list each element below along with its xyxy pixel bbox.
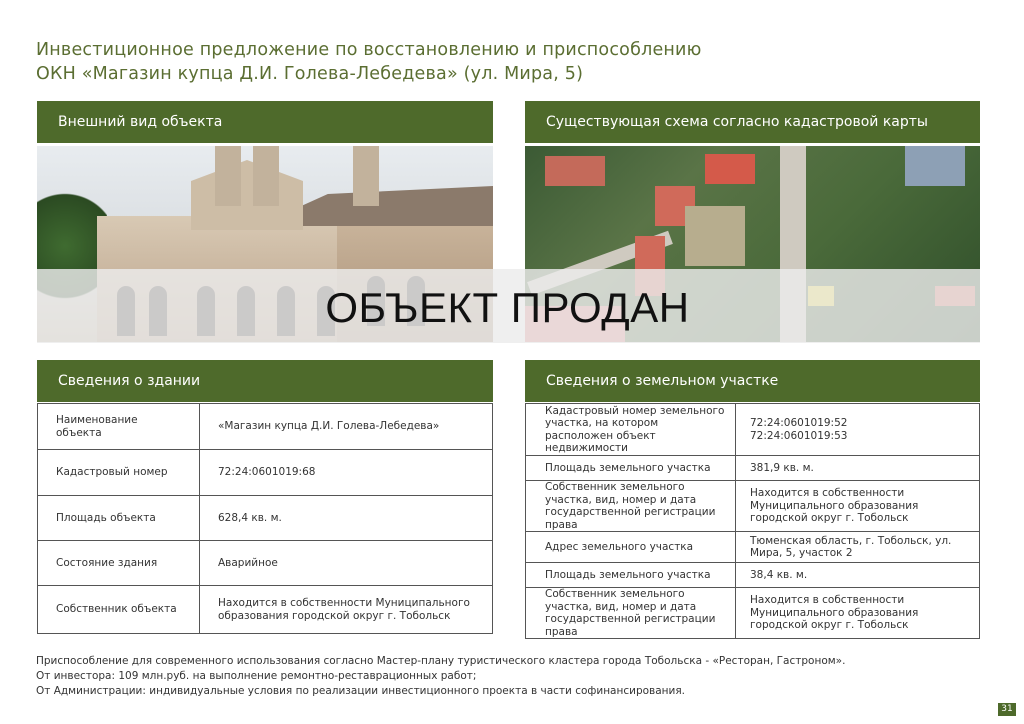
land-value: Находится в собственности Муниципального образования городской округ г. Тобольск — [736, 588, 980, 639]
land-label: Площадь земельного участка — [526, 563, 736, 588]
land-value: Тюменская область, г. Тобольск, ул. Мира, 5, участок 2 — [736, 532, 980, 563]
land-value: 38,4 кв. м. — [736, 563, 980, 588]
building-value: 628,4 кв. м. — [200, 496, 493, 541]
land-label: Собственник земельного участка, вид, номер и дата государственной регистрации права — [526, 588, 736, 639]
land-value: Находится в собственности Муниципального образования городской округ г. Тобольск — [736, 481, 980, 532]
page-title-line-2: ОКН «Магазин купца Д.И. Голева-Лебедева» (ул. Мира, 5) — [36, 64, 584, 84]
table-row — [526, 532, 980, 563]
building-info-table — [37, 403, 493, 634]
building-info-header — [37, 360, 493, 402]
building-label: Собственник объекта — [38, 586, 200, 634]
table-row — [526, 563, 980, 588]
page-title-line-1: Инвестиционное предложение по восстановлению и приспособлению — [36, 40, 702, 60]
building-value: Находится в собственности Муниципального образования городской округ г. Тобольск — [200, 586, 493, 634]
map-lot — [685, 206, 745, 266]
footer-notes — [36, 654, 996, 699]
table-row — [38, 586, 493, 634]
page-number: 31 — [998, 703, 1016, 716]
building-gable — [177, 160, 317, 230]
building-info-title: Сведения о здании — [58, 373, 201, 389]
building-label: Состояние здания — [38, 541, 200, 586]
building-value: Аварийное — [200, 541, 493, 586]
footer-note: От Администрации: индивидуальные условия по реализации инвестиционного проекта в части софинансирования. — [36, 685, 686, 697]
map-building — [545, 156, 605, 186]
exterior-panel-title: Внешний вид объекта — [58, 114, 223, 130]
table-row — [38, 541, 493, 586]
footer-note: От инвестора: 109 млн.руб. на выполнение ремонтно-реставрационных работ; — [36, 670, 477, 682]
building-label: Наименование объекта — [38, 404, 200, 450]
page-title — [36, 38, 936, 86]
exterior-panel-header — [37, 101, 493, 143]
building-label: Площадь объекта — [38, 496, 200, 541]
decor-tower — [253, 146, 279, 206]
table-row — [38, 404, 493, 450]
land-info-table — [525, 403, 980, 639]
land-info-title: Сведения о земельном участке — [546, 373, 779, 389]
land-value: 381,9 кв. м. — [736, 456, 980, 481]
decor-tower — [353, 146, 379, 206]
land-info-header — [525, 360, 980, 402]
sold-banner — [37, 269, 980, 343]
decor-tower — [215, 146, 241, 206]
footer-note: Приспособление для современного использования согласно Мастер-плану туристического кластера города Тобольска - «Ресторан, Гастроном». — [36, 655, 846, 667]
map-panel-title: Существующая схема согласно кадастровой карты — [546, 114, 928, 130]
table-row — [38, 496, 493, 541]
sold-banner-text: ОБЪЕКТ ПРОДАН — [325, 284, 690, 331]
table-row — [526, 588, 980, 639]
building-label: Кадастровый номер — [38, 450, 200, 496]
table-row — [38, 450, 493, 496]
land-value: 72:24:0601019:52 72:24:0601019:53 — [736, 404, 980, 456]
land-label: Адрес земельного участка — [526, 532, 736, 563]
map-building — [905, 146, 965, 186]
land-label: Площадь земельного участка — [526, 456, 736, 481]
building-value: 72:24:0601019:68 — [200, 450, 493, 496]
land-label: Кадастровый номер земельного участка, на котором расположен объект недвижимости — [526, 404, 736, 456]
table-row — [526, 456, 980, 481]
map-panel-header — [525, 101, 980, 143]
table-row — [526, 481, 980, 532]
map-building — [705, 154, 755, 184]
table-row — [526, 404, 980, 456]
building-value: «Магазин купца Д.И. Голева-Лебедева» — [200, 404, 493, 450]
land-label: Собственник земельного участка, вид, номер и дата государственной регистрации права — [526, 481, 736, 532]
